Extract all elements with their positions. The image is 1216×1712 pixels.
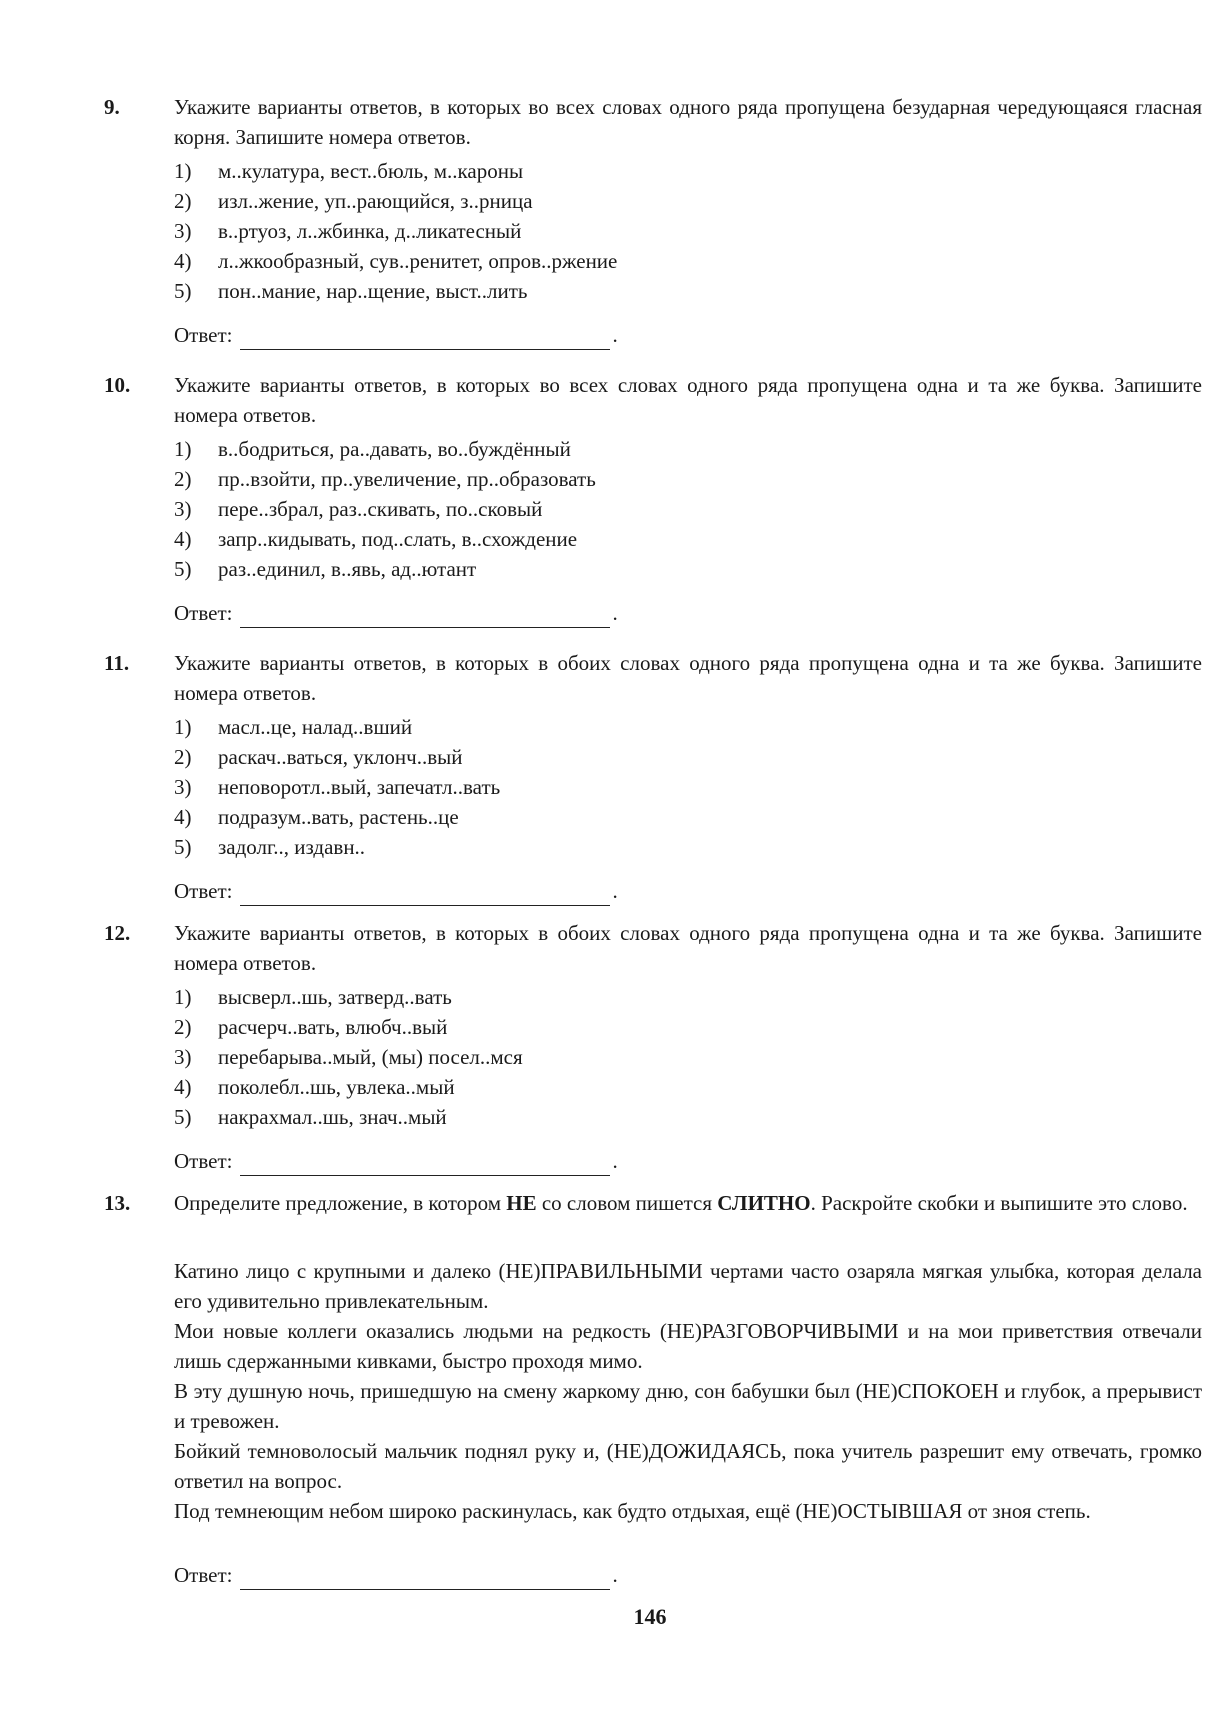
option-text: расчерч..вать, влюбч..вый (218, 1015, 448, 1039)
option-item (174, 1072, 1174, 1102)
option-number: 4) (174, 805, 192, 829)
task-prompt: Укажите варианты ответов, в которых во всех словах одного ряда пропущена безударная чередующаяся гласная корня. Запишите номера ответов. (174, 95, 1202, 149)
option-number: 3) (174, 219, 192, 243)
option-text: раз..единил, в..явь, ад..ютант (218, 557, 477, 581)
passage-sentence: Катино лицо с крупными и далеко (НЕ)ПРАВИЛЬНЫМИ чертами часто озаряла мягкая улыбка, которая делала его удивительно привлекательным. (174, 1259, 1202, 1313)
option-text: л..жкообразный, сув..ренитет, опров..ржение (218, 249, 618, 273)
task-prompt: Укажите варианты ответов, в которых в обоих словах одного ряда пропущена одна и та же буква. Запишите номера ответов. (174, 921, 1202, 975)
task-12-options (174, 982, 1174, 1132)
task-prompt: Укажите варианты ответов, в которых в обоих словах одного ряда пропущена одна и та же буква. Запишите номера ответов. (174, 651, 1202, 705)
option-number: 2) (174, 1015, 192, 1039)
option-text: подразум..вать, растень..це (218, 805, 459, 829)
prompt-part: Определите предложение, в котором (174, 1191, 507, 1215)
task-10-options (174, 434, 1174, 584)
option-number: 3) (174, 1045, 192, 1069)
option-item (174, 464, 1174, 494)
passage-sentence: Под темнеющим небом широко раскинулась, как будто отдыхая, ещё (НЕ)ОСТЫВШАЯ от зноя степь. (174, 1499, 1091, 1523)
option-text: в..бодриться, ра..давать, во..буждённый (218, 437, 571, 461)
option-text: в..ртуоз, л..жбинка, д..ликатесный (218, 219, 522, 243)
prompt-part: со словом пишется (536, 1191, 718, 1215)
option-text: задолг.., издавн.. (218, 835, 366, 859)
task-number: 11. (104, 651, 130, 675)
option-item (174, 554, 1174, 584)
option-item (174, 524, 1174, 554)
option-item (174, 982, 1174, 1012)
prompt-emphasis-ne: НЕ (506, 1191, 537, 1215)
answer-field[interactable] (240, 1567, 610, 1590)
passage-sentence: Мои новые коллеги оказались людьми на редкость (НЕ)РАЗГОВОРЧИВЫМИ и на мои приветствия отвечали лишь сдержанными кивками, быстро проходя мимо. (174, 1319, 1202, 1373)
option-number: 3) (174, 775, 192, 799)
option-number: 5) (174, 835, 192, 859)
answer-label: Ответ: (174, 1563, 233, 1587)
task-prompt (174, 1188, 1202, 1218)
option-item (174, 216, 1174, 246)
prompt-emphasis-slitno: СЛИТНО (717, 1191, 811, 1215)
option-text: изл..жение, уп..рающийся, з..рница (218, 189, 533, 213)
prompt-part: . Раскройте скобки и выпишите это слово. (810, 1191, 1188, 1215)
option-item (174, 1042, 1174, 1072)
option-number: 2) (174, 467, 192, 491)
option-item (174, 712, 1174, 742)
task-number: 10. (104, 373, 131, 397)
answer-label: Ответ: (174, 1149, 233, 1173)
option-number: 3) (174, 497, 192, 521)
option-text: высверл..шь, затверд..вать (218, 985, 452, 1009)
passage-sentence: В эту душную ночь, пришедшую на смену жаркому дню, сон бабушки был (НЕ)СПОКОЕН и глубок, а прерывист и тревожен. (174, 1379, 1202, 1433)
task-number: 13. (104, 1191, 131, 1215)
option-number: 1) (174, 985, 192, 1009)
task-number: 9. (104, 95, 120, 119)
option-number: 5) (174, 279, 192, 303)
option-item (174, 802, 1174, 832)
option-item (174, 832, 1174, 862)
option-text: неповоротл..вый, запечатл..вать (218, 775, 501, 799)
option-number: 2) (174, 745, 192, 769)
option-number: 4) (174, 249, 192, 273)
task-11-options (174, 712, 1174, 862)
option-item (174, 742, 1174, 772)
option-text: поколебл..шь, увлека..мый (218, 1075, 455, 1099)
answer-field[interactable] (240, 605, 610, 628)
option-item (174, 1012, 1174, 1042)
task-9-answer: Ответ: . (174, 320, 618, 350)
answer-field[interactable] (240, 883, 610, 906)
option-number: 2) (174, 189, 192, 213)
option-number: 5) (174, 1105, 192, 1129)
task-13-passage (174, 1256, 1202, 1526)
option-number: 4) (174, 1075, 192, 1099)
answer-field[interactable] (240, 327, 610, 350)
passage-sentence: Бойкий темноволосый мальчик поднял руку и, (НЕ)ДОЖИДАЯСЬ, пока учитель разрешит ему отвечать, громко ответил на вопрос. (174, 1439, 1202, 1493)
page-number: 146 (633, 1604, 667, 1629)
option-item (174, 156, 1174, 186)
option-text: пр..взойти, пр..увеличение, пр..образовать (218, 467, 596, 491)
option-text: перебарыва..мый, (мы) посел..мся (218, 1045, 523, 1069)
task-prompt: Укажите варианты ответов, в которых во всех словах одного ряда пропущена одна и та же буква. Запишите номера ответов. (174, 373, 1202, 427)
task-13-answer: Ответ: . (174, 1560, 618, 1590)
task-number: 12. (104, 921, 131, 945)
option-text: масл..це, налад..вший (218, 715, 413, 739)
option-item (174, 276, 1174, 306)
task-11-answer: Ответ: . (174, 876, 618, 906)
option-text: пере..збрал, раз..скивать, по..сковый (218, 497, 543, 521)
option-number: 5) (174, 557, 192, 581)
option-item (174, 1102, 1174, 1132)
option-item (174, 772, 1174, 802)
option-number: 1) (174, 437, 192, 461)
answer-label: Ответ: (174, 323, 233, 347)
option-number: 1) (174, 715, 192, 739)
option-number: 4) (174, 527, 192, 551)
answer-label: Ответ: (174, 601, 233, 625)
option-text: пон..мание, нар..щение, выст..лить (218, 279, 528, 303)
task-12-answer: Ответ: . (174, 1146, 618, 1176)
option-item (174, 246, 1174, 276)
option-text: запр..кидывать, под..слать, в..схождение (218, 527, 578, 551)
option-item (174, 494, 1174, 524)
task-9-options (174, 156, 1174, 306)
option-text: накрахмал..шь, знач..мый (218, 1105, 447, 1129)
option-item (174, 434, 1174, 464)
option-number: 1) (174, 159, 192, 183)
answer-field[interactable] (240, 1153, 610, 1176)
option-text: м..кулатура, вест..бюль, м..кароны (218, 159, 524, 183)
task-10-answer: Ответ: . (174, 598, 618, 628)
option-item (174, 186, 1174, 216)
answer-label: Ответ: (174, 879, 233, 903)
option-text: раскач..ваться, уклонч..вый (218, 745, 463, 769)
